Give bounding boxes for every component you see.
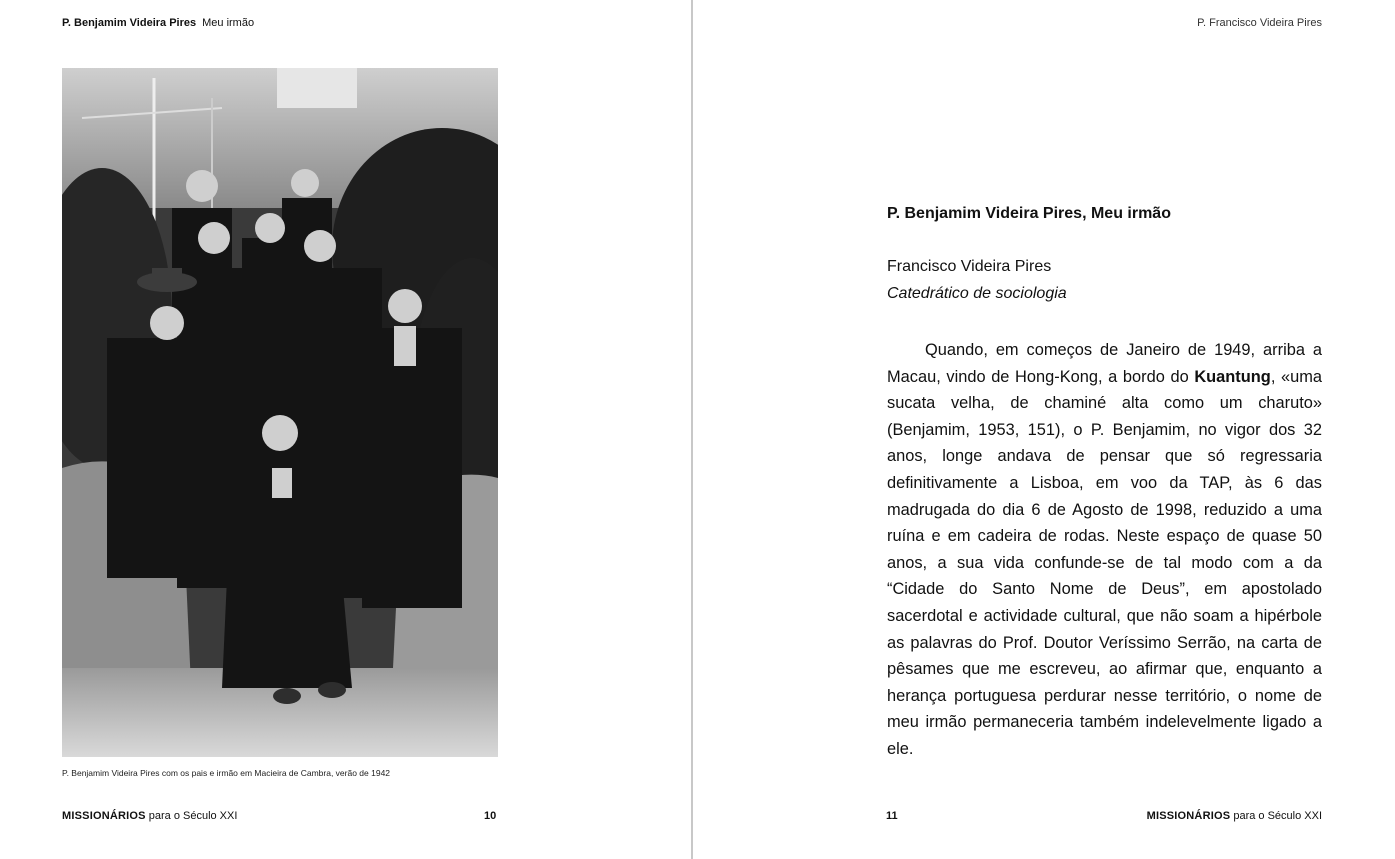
article-title: P. Benjamim Videira Pires, Meu irmão <box>887 205 1171 222</box>
footer-book-title-left <box>62 810 237 822</box>
footer-book-title-rest-right: para o Século XXI <box>1233 810 1322 822</box>
article-body <box>887 337 1322 763</box>
right-page <box>693 0 1395 859</box>
footer-book-title-right <box>1147 810 1322 822</box>
footer-book-title-rest: para o Século XXI <box>148 810 238 822</box>
running-head-title: Meu irmão <box>202 17 255 29</box>
left-page <box>0 0 691 859</box>
running-head-author: P. Benjamim Videira Pires <box>62 17 197 29</box>
running-head-left <box>62 17 254 29</box>
ship-name: Kuantung <box>1194 367 1271 386</box>
family-photo <box>62 68 498 757</box>
body-part-1: Quando, em começos de Janeiro de 1949, arriba a Macau, vindo de Hong-Kong, a bordo do <box>887 341 1322 386</box>
author-role: Catedrático de sociologia <box>887 285 1067 302</box>
page-number-left: 10 <box>484 810 497 822</box>
author-name: Francisco Videira Pires <box>887 258 1052 275</box>
body-part-2: , «uma sucata velha, de chaminé alta como um charuto» (Benjamim, 1953, 151), o P. Benjamim, no vigor dos 32 anos, longe andava de pensar que só regressaria definitivamente a Lisboa, em voo da TAP, às 6 das madrugada do dia 6 de Agosto de 1998, reduzido a uma ruína e em cadeira de rodas. Neste espaço de quase 50 anos, a sua vida confunde-se de tal modo com a da “Cidade do Santo Nome de Deus”, em apostolado sacerdotal e actividade cultural, que não soam a hipérbole as palavras do Prof. Doutor Veríssimo Serrão, na carta de pêsames que me escreveu, ao afirmar que, enquanto a herança portuguesa perdurar nesse território, o nome de meu irmão permaneceria também indelevelmente ligado a ele. <box>887 367 1322 758</box>
footer-book-title-bold-right: MISSIONÁRIOS <box>1146 810 1231 822</box>
footer-book-title-bold: MISSIONÁRIOS <box>62 810 146 822</box>
family-photo-icon <box>62 68 498 757</box>
photo-caption: P. Benjamim Videira Pires com os pais e irmão em Macieira de Cambra, verão de 1942 <box>62 768 391 778</box>
page-number-right: 11 <box>886 810 898 822</box>
running-head-right: P. Francisco Videira Pires <box>1197 17 1322 29</box>
